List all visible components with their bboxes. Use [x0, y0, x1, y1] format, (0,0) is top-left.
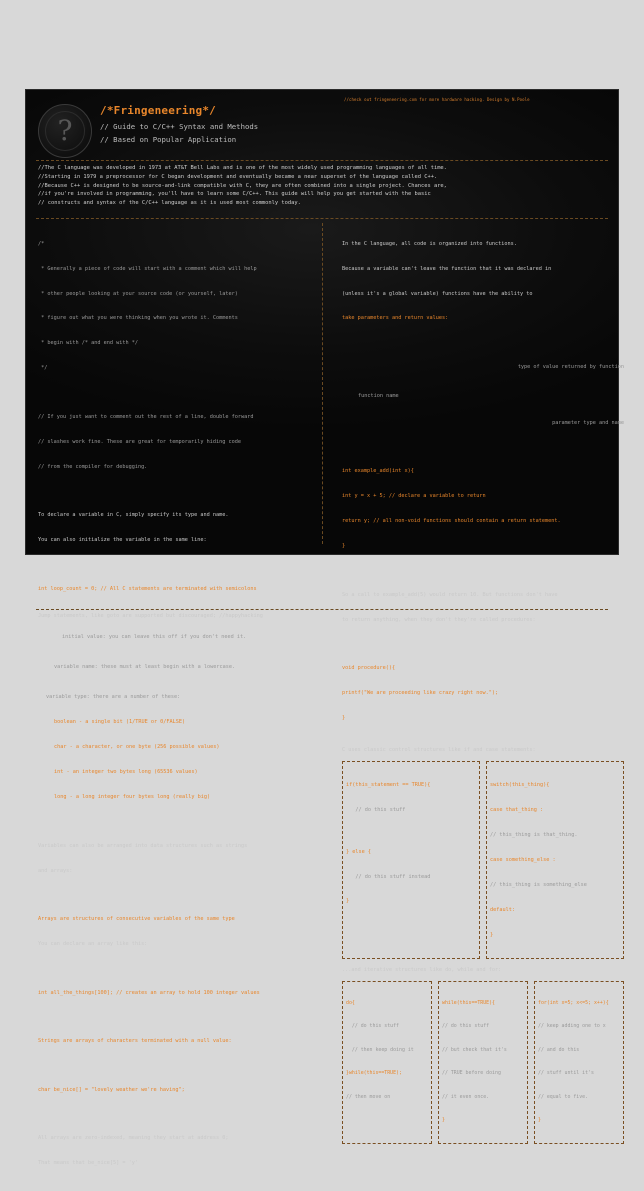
while-block	[438, 981, 528, 1144]
structures-line: and arrays:	[38, 867, 73, 874]
code-line: }	[442, 1117, 445, 1124]
annotation-variable-name: variable name: these must at least begin with a lowercase.	[54, 664, 236, 671]
code-line: // equal to five.	[538, 1093, 589, 1100]
logo-question-mark-icon: ?	[57, 113, 73, 147]
single-line-comment-note	[38, 396, 320, 487]
comment-line: * Generally a piece of code will start with a comment which will help	[38, 265, 257, 272]
strings-code-sample	[38, 1069, 320, 1111]
void-note	[342, 574, 624, 641]
iterative-structures-row	[342, 981, 624, 1144]
annotation-initial-value: initial value: you can leave this off if you don't need it.	[62, 634, 247, 641]
code-line: int y = x + 5; // declare a variable to return	[342, 493, 486, 500]
for-block	[534, 981, 624, 1144]
intro-paragraph	[38, 164, 606, 208]
comment-line: * other people looking at your source code (or yourself, later)	[38, 290, 238, 297]
control-structures-intro: C uses classic control structures like if and case statements:	[342, 747, 536, 754]
type-list-item: int - an integer two bytes long (65536 values)	[54, 769, 198, 776]
poster-header	[100, 104, 258, 144]
procedure-code-sample	[342, 648, 624, 739]
code-line: }while(this==TRUE);	[346, 1070, 402, 1077]
subtitle-primary: // Guide to C/C++ Syntax and Methods	[100, 122, 259, 131]
declare-note-line-1: To declare a variable in C, simply specify its type and name.	[38, 512, 229, 519]
code-line: }	[346, 898, 350, 905]
code-line: }	[538, 1117, 541, 1124]
poster-inner	[26, 90, 624, 1167]
variable-annotations	[38, 617, 320, 818]
note-line: // If you just want to comment out the rest of a line, double forward	[38, 413, 254, 420]
fringeneering-logo	[38, 104, 92, 158]
code-line: int example_add(int x){	[342, 468, 414, 475]
code-line: // do this stuff	[346, 807, 406, 813]
divider-bottom	[36, 609, 608, 610]
note-line: // slashes work fine. These are great for temporarily hiding code	[38, 438, 242, 445]
control-structures-row	[342, 761, 624, 958]
divider-middle	[36, 218, 608, 219]
type-list-item: char - a character, or one byte (256 possible values)	[54, 744, 220, 751]
switch-case-block	[486, 761, 624, 958]
code-line: // keep adding one to x	[538, 1023, 606, 1030]
do-while-block	[342, 981, 432, 1144]
void-note-line: So a call to example_add(5) would return 10. But functions don't have	[342, 591, 558, 598]
code-line: int loop_count = 0; // All C statements are terminated with semicolons	[38, 585, 257, 592]
intro-line: //if you're involved in programming, you'll have to learn some C/C++. This guide will help you get started with the basic	[38, 191, 431, 198]
code-line: case something_else :	[490, 856, 556, 863]
function-code-sample	[342, 451, 624, 567]
zero-index-line: That means that be_nice[5] = 'y'	[38, 1160, 138, 1167]
jump-statements-note: Jump statements, like goto are supported but discouraged; //happyhacking	[38, 613, 263, 619]
function-diagram-labels	[342, 346, 624, 443]
poster	[26, 90, 624, 1167]
zero-index-line: All arrays are zero-indexed, meaning they start at address 0;	[38, 1135, 229, 1142]
code-line: case that_thing :	[490, 807, 544, 813]
arrays-declare-note: You can declare an array like this:	[38, 941, 148, 947]
label-parameter: parameter type and name	[552, 419, 624, 426]
code-line: while(this==TRUE){	[442, 999, 495, 1006]
comment-line: /*	[38, 240, 45, 247]
declare-note-line-2: You can also initialize the variable in the same line:	[38, 537, 207, 544]
code-line: // this_thing is that_thing.	[490, 831, 578, 838]
functions-intro-line: In the C language, all code is organized into functions.	[342, 240, 517, 247]
code-line: for(int x=5; x<=5; x++){	[538, 999, 609, 1006]
structures-line: Variables can also be arranged into data structures such as strings	[38, 842, 248, 849]
code-line: }	[342, 715, 346, 722]
zero-index-note	[38, 1118, 320, 1185]
code-line: }	[490, 931, 494, 938]
label-function-name: function name	[358, 392, 399, 399]
code-line: printf("We are proceeding like crazy right now.");	[342, 690, 499, 697]
strings-section	[38, 1021, 320, 1063]
functions-intro-line: (unless it's a global variable) functions have the ability to	[342, 290, 533, 297]
arrays-code-sample	[38, 972, 320, 1014]
comment-block	[38, 223, 320, 389]
code-line: void procedure(){	[342, 665, 396, 672]
comment-line: */	[38, 365, 48, 372]
code-line: return y; // all non-void functions should contain a return statement.	[342, 518, 561, 525]
top-credit-link: //check out fringeneering.com for more hardware hacking. Design by N.Poole	[344, 97, 530, 102]
label-return-type: type of value returned by function	[517, 364, 624, 370]
code-line: char be_nice[] = "lovely weather we're having";	[38, 1086, 185, 1093]
intro-line: //Because C++ is designed to be source-and-link compatible with C, they are often combined into a single project. Chances are,	[38, 182, 447, 189]
iterative-structures-intro: ...and iterative structures like do, while and for:	[342, 966, 502, 973]
code-line: // do this stuff	[442, 1023, 490, 1030]
code-line: // do this stuff	[346, 1023, 400, 1030]
note-line: // from the compiler for debugging.	[38, 463, 148, 470]
intro-line: //Starting in 1979 a preprocessor for C began development and eventually became a near superset of the language called C++.	[38, 173, 438, 180]
code-line: // TRUE before doing	[442, 1070, 501, 1077]
strings-definition: Strings are arrays of characters terminated with a null value:	[38, 1038, 232, 1045]
intro-line: //The C language was developed in 1973 at AT&T Bell Labs and is one of the most widely used programming languages of all time.	[38, 165, 447, 171]
code-line: // then move on	[346, 1093, 391, 1100]
code-line: default:	[490, 906, 519, 913]
page-title: /*Fringeneering*/	[100, 104, 216, 117]
code-line: // it even once.	[442, 1093, 490, 1100]
code-line: // this_thing is something_else	[490, 881, 587, 888]
code-line: // then keep doing it	[346, 1046, 414, 1053]
code-line: // stuff until it's	[538, 1070, 594, 1077]
data-structures-note	[38, 825, 320, 892]
arrays-definition: Arrays are structures of consecutive variables of the same type	[38, 916, 235, 923]
functions-intro-line: take parameters and return values:	[342, 315, 449, 322]
code-line: do{	[346, 999, 355, 1006]
code-line: int all_the_things[100]; // creates an array to hold 100 integer values	[38, 989, 260, 996]
comment-line: * begin with /* and end with */	[38, 340, 138, 347]
intro-line: // constructs and syntax of the C/C++ language as it is used most commonly today.	[38, 200, 301, 206]
code-line: }	[342, 543, 346, 550]
code-line: // do this stuff instead	[346, 873, 431, 880]
right-column	[342, 223, 624, 1151]
annotation-variable-type: variable type: there are a number of these:	[46, 694, 181, 701]
code-line: // but check that it's	[442, 1046, 507, 1053]
type-list-item: long - a long integer four bytes long (really big)	[54, 794, 211, 800]
subtitle-secondary: // Based on Popular Application	[100, 135, 237, 144]
functions-intro	[342, 223, 624, 339]
declare-variable-note	[38, 495, 320, 562]
declare-code-sample	[38, 568, 320, 610]
code-line: switch(this_thing){	[490, 782, 550, 789]
code-line: } else {	[346, 848, 371, 855]
code-line: if(this_statement == TRUE){	[346, 782, 431, 789]
functions-intro-line: Because a variable can't leave the function that it was declared in	[342, 265, 552, 272]
left-column	[38, 223, 320, 1191]
if-else-block	[342, 761, 480, 958]
arrays-section	[38, 898, 320, 965]
comment-line: * figure out what you were thinking when you wrote it. Comments	[38, 315, 238, 322]
code-line: // and do this	[538, 1046, 580, 1053]
void-note-line: to return anything, when they don't they're called procedures:	[342, 616, 536, 623]
type-list-item: boolean - a single bit (1/TRUE or 0/FALSE)	[54, 719, 186, 726]
divider-top	[36, 160, 608, 161]
